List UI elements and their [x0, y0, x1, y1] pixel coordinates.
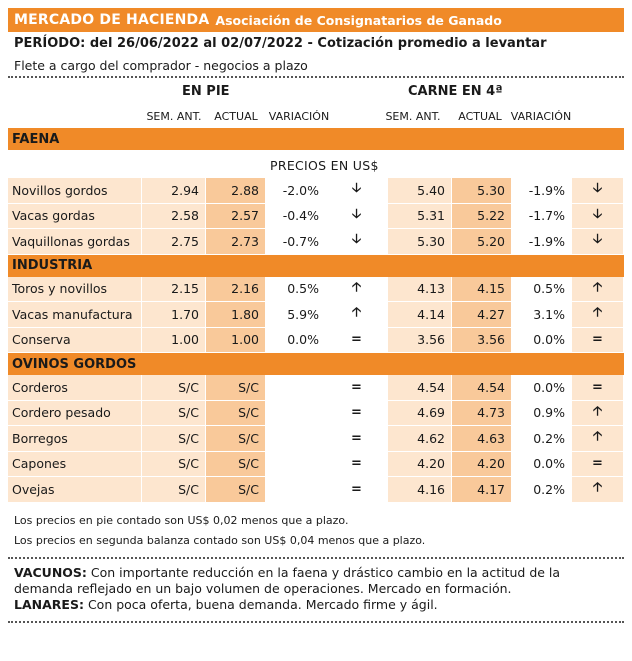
section-faena: FAENA	[8, 128, 624, 150]
carne-trend-icon: 🡡	[572, 401, 624, 426]
pie-actual: S/C	[206, 477, 266, 502]
table-row	[8, 204, 624, 230]
pie-sem-ant: 2.94	[142, 178, 206, 203]
pie-trend-icon: =	[326, 375, 388, 400]
pie-actual: S/C	[206, 375, 266, 400]
carne-variacion: -1.7%	[512, 204, 572, 229]
carne-sem-ant: 4.13	[388, 277, 452, 302]
period-line: PERÍODO: del 26/06/2022 al 02/07/2022 - Cotización promedio a levantar	[14, 36, 547, 51]
carne-actual: 5.20	[452, 229, 512, 254]
carne-sem-ant: 4.62	[388, 426, 452, 451]
carne-variacion: 0.0%	[512, 375, 572, 400]
pie-trend-icon: =	[326, 328, 388, 353]
carne-variacion: 0.2%	[512, 477, 572, 502]
carne-actual: 4.15	[452, 277, 512, 302]
row-name: Novillos gordos	[8, 178, 142, 203]
carne-sem-ant: 4.14	[388, 302, 452, 327]
pie-actual: S/C	[206, 426, 266, 451]
table-row	[8, 178, 624, 204]
lanares-text: Con poca oferta, buena demanda. Mercado firme y ágil.	[87, 596, 438, 612]
vacunos-comment	[14, 565, 618, 597]
pie-variacion: 5.9%	[266, 302, 326, 327]
report-title: MERCADO DE HACIENDA	[14, 12, 210, 28]
vacunos-text: Con importante reducción en la faena y drástico cambio en la actitud de la demanda reflejado en un bajo volumen de operaciones. Mercado en formación.	[14, 564, 561, 596]
pie-trend-icon: 🡡	[326, 302, 388, 327]
footnote: Los precios en segunda balanza contado son US$ 0,04 menos que a plazo.	[14, 534, 426, 547]
col-sem-ant: SEM. ANT.	[146, 110, 202, 123]
pie-actual: 2.16	[206, 277, 266, 302]
pie-trend-icon: =	[326, 401, 388, 426]
section-industria: INDUSTRIA	[8, 255, 624, 277]
carne-variacion: 3.1%	[512, 302, 572, 327]
carne-trend-icon: =	[572, 452, 624, 477]
carne-trend-icon: 🡣	[572, 204, 624, 229]
pie-actual: 2.73	[206, 229, 266, 254]
pie-sem-ant: 1.00	[142, 328, 206, 353]
table-row	[8, 452, 624, 478]
row-name: Vaquillonas gordas	[8, 229, 142, 254]
pie-variacion: -2.0%	[266, 178, 326, 203]
carne-sem-ant: 3.56	[388, 328, 452, 353]
vacunos-label: VACUNOS:	[14, 564, 87, 580]
pie-sem-ant: 2.58	[142, 204, 206, 229]
pie-sem-ant: S/C	[142, 452, 206, 477]
carne-actual: 4.20	[452, 452, 512, 477]
row-name: Corderos	[8, 375, 142, 400]
pie-actual: 2.88	[206, 178, 266, 203]
pie-sem-ant: 2.15	[142, 277, 206, 302]
footnote: Los precios en pie contado son US$ 0,02 menos que a plazo.	[14, 514, 349, 527]
group-carne: CARNE EN 4ª	[408, 84, 503, 99]
column-headers	[8, 78, 624, 128]
pie-sem-ant: S/C	[142, 375, 206, 400]
carne-trend-icon: 🡡	[572, 277, 624, 302]
market-report	[8, 8, 624, 623]
carne-actual: 4.17	[452, 477, 512, 502]
carne-sem-ant: 4.20	[388, 452, 452, 477]
lanares-label: LANARES:	[14, 596, 84, 612]
pie-trend-icon: 🡣	[326, 229, 388, 254]
ovinos-rows	[8, 375, 624, 503]
carne-variacion: -1.9%	[512, 178, 572, 203]
carne-actual: 4.63	[452, 426, 512, 451]
report-subtitle: Asociación de Consignatarios de Ganado	[215, 12, 502, 28]
pie-sem-ant: 1.70	[142, 302, 206, 327]
carne-variacion: 0.5%	[512, 277, 572, 302]
faena-rows	[8, 178, 624, 255]
carne-sem-ant: 4.16	[388, 477, 452, 502]
row-name: Conserva	[8, 328, 142, 353]
pie-sem-ant: 2.75	[142, 229, 206, 254]
pie-actual: 1.00	[206, 328, 266, 353]
carne-trend-icon: 🡡	[572, 426, 624, 451]
pie-trend-icon: =	[326, 477, 388, 502]
carne-trend-icon: 🡣	[572, 178, 624, 203]
carne-actual: 4.54	[452, 375, 512, 400]
header-banner	[8, 8, 624, 32]
row-name: Borregos	[8, 426, 142, 451]
table-row	[8, 426, 624, 452]
pie-sem-ant: S/C	[142, 401, 206, 426]
table-row	[8, 401, 624, 427]
table-row	[8, 328, 624, 354]
carne-sem-ant: 5.40	[388, 178, 452, 203]
pie-variacion	[266, 477, 326, 502]
carne-sem-ant: 5.31	[388, 204, 452, 229]
table-row	[8, 302, 624, 328]
carne-sem-ant: 4.54	[388, 375, 452, 400]
carne-trend-icon: 🡡	[572, 477, 624, 502]
col-actual-carne: ACTUAL	[458, 110, 502, 123]
pie-actual: 2.57	[206, 204, 266, 229]
row-name: Ovejas	[8, 477, 142, 502]
footnotes	[8, 511, 624, 551]
carne-variacion: 0.9%	[512, 401, 572, 426]
carne-trend-icon: =	[572, 375, 624, 400]
industria-rows	[8, 277, 624, 354]
market-comments	[8, 559, 624, 613]
pie-sem-ant: S/C	[142, 477, 206, 502]
pie-variacion	[266, 426, 326, 451]
carne-variacion: 0.0%	[512, 452, 572, 477]
col-variacion: VARIACIÓN	[268, 110, 330, 123]
row-name: Toros y novillos	[8, 277, 142, 302]
carne-trend-icon: =	[572, 328, 624, 353]
pie-variacion	[266, 375, 326, 400]
carne-actual: 5.30	[452, 178, 512, 203]
pie-sem-ant: S/C	[142, 426, 206, 451]
pie-trend-icon: 🡣	[326, 178, 388, 203]
prices-label: PRECIOS EN US$	[270, 158, 379, 173]
pie-trend-icon: =	[326, 452, 388, 477]
carne-trend-icon: 🡡	[572, 302, 624, 327]
row-name: Cordero pesado	[8, 401, 142, 426]
table-row	[8, 477, 624, 503]
table-row	[8, 229, 624, 255]
col-variacion-carne: VARIACIÓN	[510, 110, 572, 123]
pie-variacion	[266, 452, 326, 477]
pie-trend-icon: =	[326, 426, 388, 451]
col-sem-ant-carne: SEM. ANT.	[385, 110, 441, 123]
freight-note: Flete a cargo del comprador - negocios a plazo	[14, 58, 308, 73]
pie-variacion: 0.0%	[266, 328, 326, 353]
pie-actual: S/C	[206, 401, 266, 426]
pie-trend-icon: 🡣	[326, 204, 388, 229]
carne-variacion: 0.2%	[512, 426, 572, 451]
pie-trend-icon: 🡡	[326, 277, 388, 302]
pie-variacion	[266, 401, 326, 426]
group-en-pie: EN PIE	[182, 84, 230, 99]
row-name: Vacas manufactura	[8, 302, 142, 327]
carne-actual: 4.27	[452, 302, 512, 327]
row-name: Capones	[8, 452, 142, 477]
carne-variacion: 0.0%	[512, 328, 572, 353]
carne-actual: 5.22	[452, 204, 512, 229]
section-ovinos: OVINOS GORDOS	[8, 353, 624, 375]
prices-caption	[8, 150, 624, 178]
carne-sem-ant: 4.69	[388, 401, 452, 426]
carne-variacion: -1.9%	[512, 229, 572, 254]
row-name: Vacas gordas	[8, 204, 142, 229]
pie-variacion: 0.5%	[266, 277, 326, 302]
col-actual: ACTUAL	[214, 110, 258, 123]
pie-actual: S/C	[206, 452, 266, 477]
pie-variacion: -0.4%	[266, 204, 326, 229]
carne-actual: 4.73	[452, 401, 512, 426]
pie-variacion: -0.7%	[266, 229, 326, 254]
carne-actual: 3.56	[452, 328, 512, 353]
table-row	[8, 277, 624, 303]
carne-trend-icon: 🡣	[572, 229, 624, 254]
carne-sem-ant: 5.30	[388, 229, 452, 254]
pie-actual: 1.80	[206, 302, 266, 327]
dotted-divider	[8, 621, 624, 623]
lanares-comment	[14, 597, 618, 613]
table-row	[8, 375, 624, 401]
